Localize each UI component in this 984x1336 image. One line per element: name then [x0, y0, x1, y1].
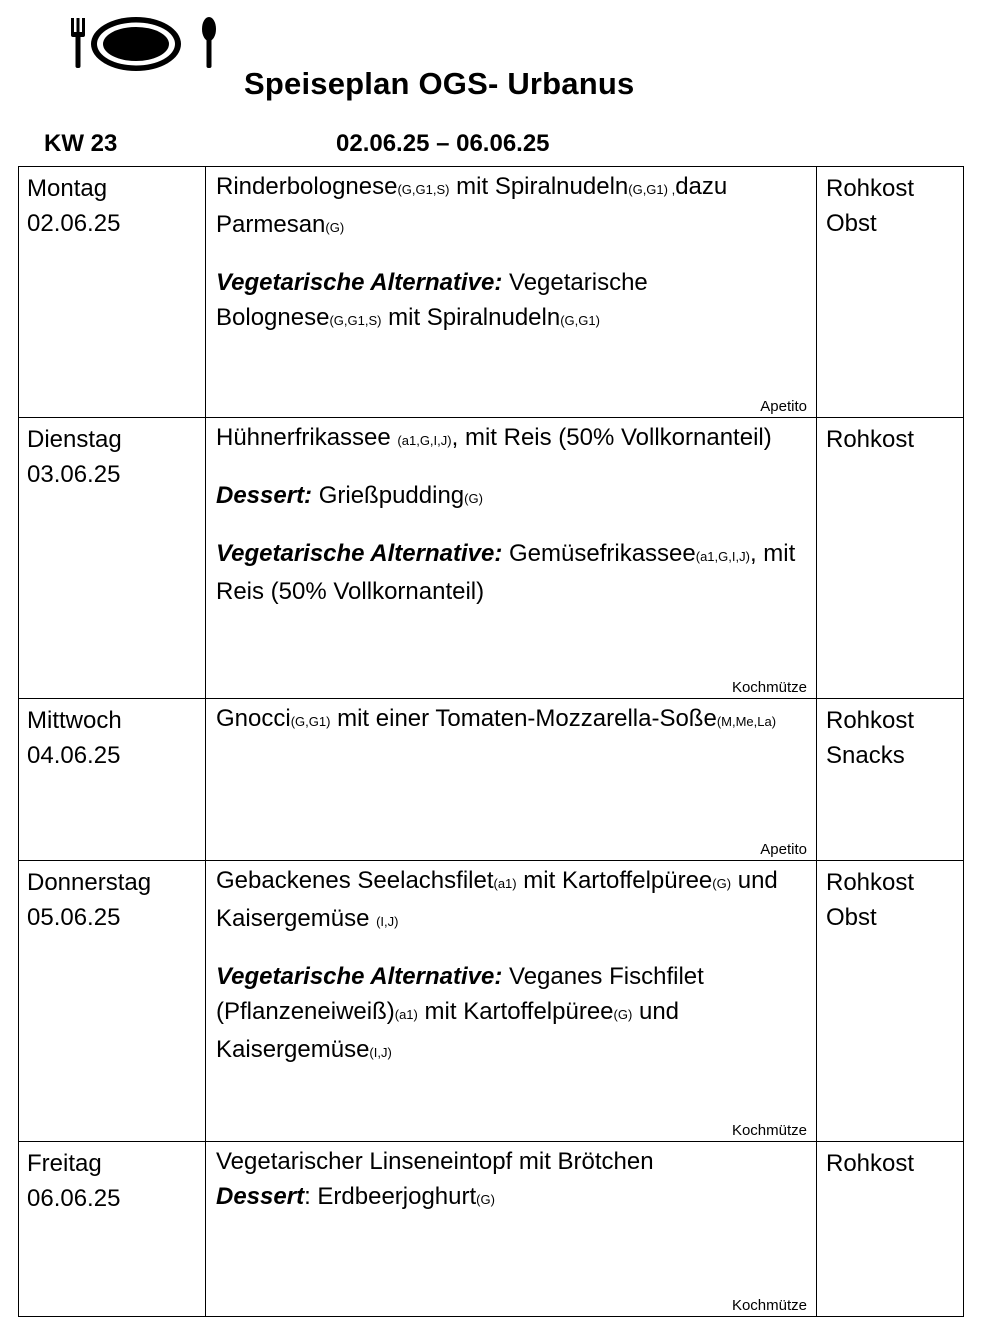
dish-text: mit Kartoffelpüree: [417, 998, 614, 1025]
meal-cell: [206, 861, 817, 1142]
side-item: Rohkost: [826, 426, 915, 453]
day-name: Mittwoch: [27, 707, 122, 734]
day-name: Montag: [27, 175, 108, 202]
day-cell: [19, 167, 206, 418]
dish-text: Veganes Fischfilet (Pflanzeneiweiß): [216, 963, 704, 1025]
table-row-monday: [19, 167, 964, 418]
dish-text: : Erdbeerjoghurt: [304, 1183, 477, 1210]
day-cell: [19, 699, 206, 861]
side-cell: [817, 1142, 964, 1317]
main-dish: [216, 863, 808, 939]
day-date: 04.06.25: [27, 742, 121, 769]
dish-text: mit Spiralnudeln: [381, 304, 561, 331]
day-date: 03.06.25: [27, 461, 121, 488]
meal-cell: [206, 1142, 817, 1317]
dish-text: , mit Reis (50% Vollkornanteil): [216, 540, 796, 605]
dish-text: Hühnerfrikassee: [216, 424, 398, 451]
allergen-codes: (a1): [394, 1007, 418, 1022]
fork-icon: [71, 18, 85, 68]
dish-text: , mit Reis (50% Vollkornanteil): [451, 424, 772, 451]
dish-text: Rinderbolognese: [216, 173, 398, 200]
day-cell: [19, 418, 206, 699]
day-name: Freitag: [27, 1150, 102, 1177]
main-dish: Vegetarischer Linseneintopf mit Brötchen: [216, 1148, 654, 1175]
day-date: 02.06.25: [27, 210, 121, 237]
side-item: Obst: [826, 904, 877, 931]
side-item: Snacks: [826, 742, 905, 769]
section-label: Vegetarische Alternative:: [216, 269, 503, 296]
table-row-thursday: [19, 861, 964, 1142]
supplier-label: Kochmütze: [731, 1297, 807, 1314]
side-cell: [817, 167, 964, 418]
side-item: Rohkost: [826, 707, 915, 734]
date-range: 02.06.25 – 06.06.25: [336, 130, 550, 157]
dish-text: mit Spiralnudeln: [449, 173, 629, 200]
supplier-label: Kochmütze: [731, 1122, 807, 1139]
day-date: 06.06.25: [27, 1185, 121, 1212]
main-dish: [216, 420, 808, 458]
meal-cell: [206, 699, 817, 861]
dish-text: Gebackenes Seelachsfilet: [216, 867, 494, 894]
allergen-codes: (a1,G,I,J): [695, 549, 750, 564]
main-dish: [216, 701, 808, 739]
allergen-codes: (I,J): [369, 1045, 392, 1060]
dish-text: Vegetarische Bolognese: [216, 269, 648, 331]
dish-text: Gnocci: [216, 705, 291, 732]
day-name: Dienstag: [27, 426, 122, 453]
table-row-friday: [19, 1142, 964, 1317]
allergen-codes: (a1,G,I,J): [397, 433, 452, 448]
dish-text: und Kaisergemüse: [216, 867, 778, 932]
vegetarian-alternative: [216, 959, 808, 1070]
allergen-codes: (G): [325, 220, 345, 235]
side-item: Rohkost: [826, 1150, 915, 1177]
main-dish: [216, 169, 808, 245]
day-cell: [19, 861, 206, 1142]
side-item: Obst: [826, 210, 877, 237]
side-cell: [817, 418, 964, 699]
section-label: Dessert: [216, 1183, 305, 1210]
table-row-wednesday: [19, 699, 964, 861]
dessert: [216, 478, 808, 516]
meal-cell: [206, 418, 817, 699]
supplier-label: Apetito: [760, 398, 807, 415]
section-label: Vegetarische Alternative:: [216, 963, 503, 990]
allergen-codes: (G): [464, 491, 483, 506]
dish-text: mit Kartoffelpüree: [516, 867, 713, 894]
allergen-codes: (G): [613, 1007, 633, 1022]
dish-text: und Kaisergemüse: [216, 998, 680, 1063]
allergen-codes: (G,G1): [290, 714, 331, 729]
day-name: Donnerstag: [27, 869, 152, 896]
section-label: Dessert:: [216, 482, 313, 509]
dish-text: dazu Parmesan: [216, 173, 728, 238]
day-date: 05.06.25: [27, 904, 121, 931]
allergen-codes: (G,G1,S): [397, 182, 450, 197]
allergen-codes: (G,G1,S): [329, 313, 382, 328]
dish-text: mit einer Tomaten-Mozzarella-Soße: [330, 705, 717, 732]
allergen-codes: (a1): [493, 876, 517, 891]
section-label: Vegetarische Alternative:: [216, 540, 503, 567]
allergen-codes: (I,J): [376, 914, 399, 929]
dessert: [216, 1179, 808, 1217]
page-title: Speiseplan OGS- Urbanus: [244, 66, 635, 101]
allergen-codes: (G,G1) ,: [628, 182, 676, 197]
allergen-codes: (M,Me,La): [716, 714, 777, 729]
supplier-label: Apetito: [760, 841, 807, 858]
plate-icon: [91, 17, 181, 71]
week-number: KW 23: [44, 130, 118, 157]
meal-cell: [206, 167, 817, 418]
supplier-label: Kochmütze: [731, 679, 807, 696]
side-item: Rohkost: [826, 869, 915, 896]
cutlery-plate-icon: [68, 14, 228, 74]
allergen-codes: (G): [712, 876, 732, 891]
menu-table: [18, 166, 964, 1317]
vegetarian-alternative: [216, 265, 808, 338]
spoon-icon: [202, 17, 216, 68]
side-cell: [817, 861, 964, 1142]
allergen-codes: (G,G1): [560, 313, 600, 328]
allergen-codes: (G): [476, 1192, 495, 1207]
dish-text: Grießpudding: [312, 482, 465, 509]
table-row-tuesday: [19, 418, 964, 699]
day-cell: [19, 1142, 206, 1317]
side-cell: [817, 699, 964, 861]
side-item: Rohkost: [826, 175, 915, 202]
vegetarian-alternative: [216, 536, 808, 609]
dish-text: Gemüsefrikassee: [502, 540, 696, 567]
